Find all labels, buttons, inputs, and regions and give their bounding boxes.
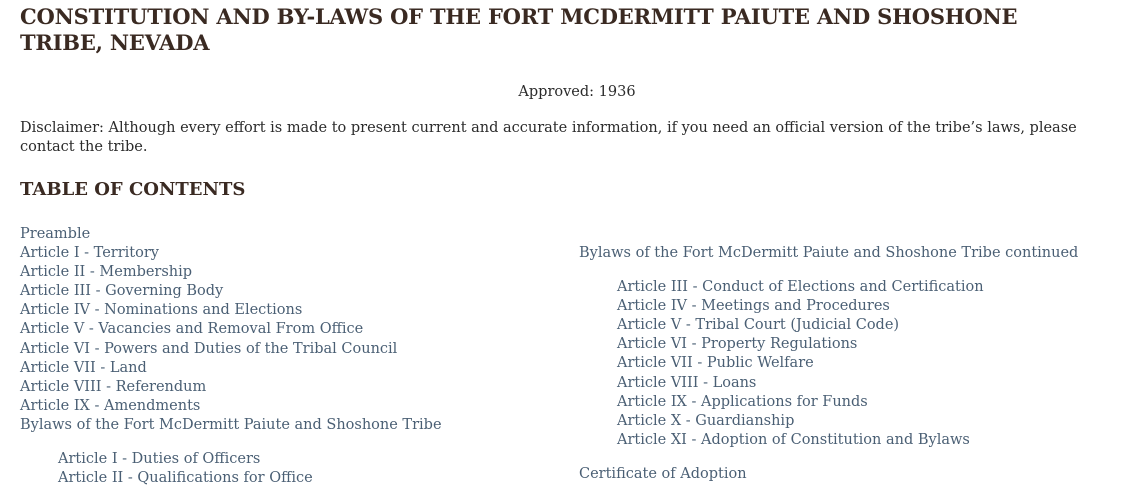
toc-link-bylaws-article-3[interactable]: Article III - Conduct of Elections and Certification	[617, 279, 984, 296]
toc-item	[617, 431, 1119, 450]
toc-link-article-4[interactable]: Article IV - Nominations and Elections	[20, 302, 303, 319]
toc-link-article-1[interactable]: Article I - Territory	[20, 245, 159, 262]
toc-heading: TABLE OF CONTENTS	[20, 179, 246, 200]
toc-item	[20, 416, 560, 435]
toc-link-article-2[interactable]: Article II - Membership	[20, 264, 193, 281]
toc-link-certificate[interactable]: Certificate of Adoption	[579, 465, 747, 482]
toc-link-preamble[interactable]: Preamble	[20, 226, 91, 242]
toc-link-bylaws-article-10[interactable]: Article X - Guardianship	[617, 412, 795, 429]
toc-item	[617, 374, 1119, 393]
toc-item	[20, 340, 560, 359]
toc-link-bylaws[interactable]: Bylaws of the Fort McDermitt Paiute and Shoshone Tribe	[20, 416, 442, 433]
toc-link-bylaws-article-4[interactable]: Article IV - Meetings and Procedures	[617, 298, 890, 315]
toc-item	[617, 412, 1119, 431]
toc-item	[20, 225, 560, 244]
toc-link-article-9[interactable]: Article IX - Amendments	[20, 397, 201, 414]
toc-item	[617, 393, 1119, 412]
toc-continued-list	[579, 244, 1119, 263]
toc-link-bylaws-article-7[interactable]: Article VII - Public Welfare	[617, 355, 814, 372]
toc-item	[20, 301, 560, 320]
toc-link-bylaws-article-9[interactable]: Article IX - Applications for Funds	[617, 393, 868, 410]
toc-link-article-3[interactable]: Article III - Governing Body	[20, 283, 224, 300]
toc-bylaws-list	[20, 450, 560, 488]
toc-link-bylaws-continued[interactable]: Bylaws of the Fort McDermitt Paiute and Shoshone Tribe continued	[579, 245, 1079, 261]
toc-link-bylaws-article-11[interactable]: Article XI - Adoption of Constitution and Bylaws	[617, 431, 970, 448]
toc-main-list	[20, 225, 560, 435]
toc-item	[20, 263, 560, 282]
approved-date: Approved: 1936	[518, 84, 636, 100]
toc-item	[579, 465, 1119, 484]
toc-bylaws-continued-list	[579, 278, 1119, 450]
toc-left-column	[20, 225, 560, 503]
toc-item	[58, 469, 560, 488]
toc-link-article-8[interactable]: Article VIII - Referendum	[20, 378, 207, 395]
toc-item	[20, 397, 560, 416]
toc-item	[20, 320, 560, 339]
toc-link-bylaws-article-2[interactable]: Article II - Qualifications for Office	[58, 470, 313, 487]
toc-item	[617, 354, 1119, 373]
toc-link-bylaws-article-5[interactable]: Article V - Tribal Court (Judicial Code)	[617, 317, 900, 334]
toc-link-bylaws-article-1[interactable]: Article I - Duties of Officers	[58, 451, 261, 468]
toc-item	[20, 244, 560, 263]
toc-item	[617, 316, 1119, 335]
toc-item	[20, 359, 560, 378]
toc-link-bylaws-article-6[interactable]: Article VI - Property Regulations	[617, 336, 858, 353]
toc-item	[617, 335, 1119, 354]
toc-link-bylaws-article-8[interactable]: Article VIII - Loans	[617, 374, 757, 391]
toc-item	[617, 278, 1119, 297]
toc-certificate-list	[579, 465, 1119, 484]
document-title: CONSTITUTION AND BY-LAWS OF THE FORT MCDERMITT PAIUTE AND SHOSHONE TRIBE, NEVADA	[20, 4, 1018, 55]
toc-link-article-5[interactable]: Article V - Vacancies and Removal From Office	[20, 321, 364, 338]
toc-link-article-6[interactable]: Article VI - Powers and Duties of the Tribal Council	[20, 340, 398, 357]
toc-item	[617, 297, 1119, 316]
toc-right-column	[579, 244, 1119, 484]
toc-link-article-7[interactable]: Article VII - Land	[20, 359, 147, 376]
toc-item	[20, 282, 560, 301]
toc-item	[58, 450, 560, 469]
disclaimer-text: Disclaimer: Although every effort is made to present current and accurate information, if you need an official version of the tribe’s laws, please contact the tribe.	[20, 120, 1077, 155]
toc-item	[20, 378, 560, 397]
toc-item	[579, 244, 1119, 263]
